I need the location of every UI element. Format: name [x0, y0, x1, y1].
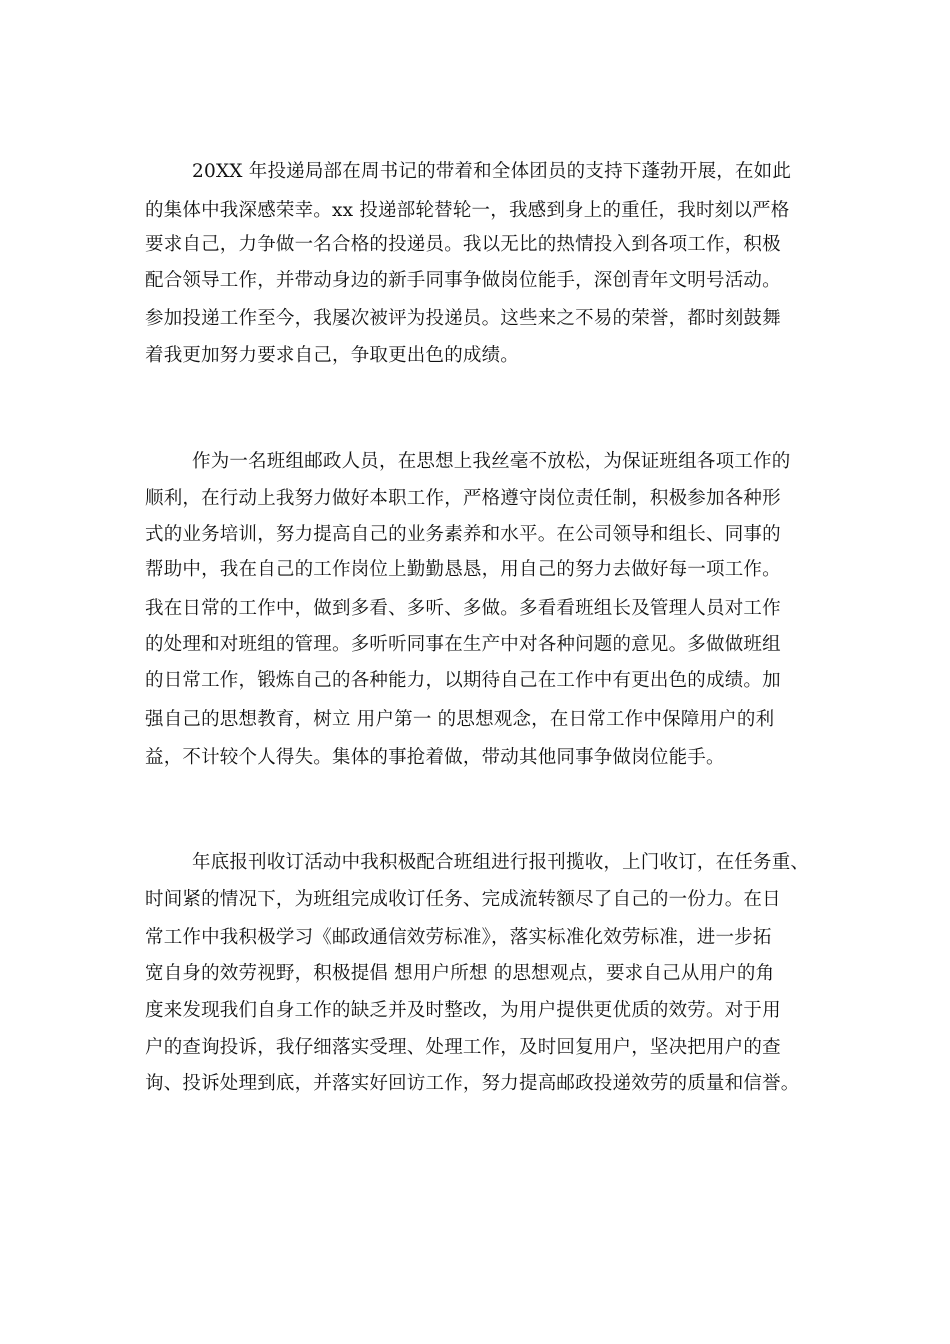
- text-line: 度来发现我们自身工作的缺乏并及时整改，为用户提供更优质的效劳。对于用: [145, 1000, 781, 1021]
- text-line: 的集体中我深感荣幸。xx 投递部轮替轮一，我感到身上的重任，我时刻以严格: [145, 200, 790, 221]
- text-line: 常工作中我积极学习《邮政通信效劳标准》，落实标准化效劳标准，进一步拓: [145, 927, 772, 948]
- text-line: 式的业务培训，努力提高自己的业务素养和水平。在公司领导和组长、同事的: [145, 524, 781, 545]
- text-line: 宽自身的效劳视野，积极提倡 想用户所想 的思想观点，要求自己从用户的角: [145, 963, 775, 984]
- text-line: 我在日常的工作中，做到多看、多听、多做。多看看班组长及管理人员对工作: [145, 598, 781, 619]
- text-line: 配合领导工作，并带动身边的新手同事争做岗位能手，深创青年文明号活动。: [145, 270, 781, 291]
- text-line: 参加投递工作至今，我屡次被评为投递员。这些来之不易的荣誉，都时刻鼓舞: [145, 308, 781, 329]
- text-line: 询、投诉处理到底，并落实好回访工作，努力提高邮政投递效劳的质量和信誉。: [145, 1073, 800, 1094]
- text-line: 帮助中，我在自己的工作岗位上勤勤恳恳，用自己的努力去做好每一项工作。: [145, 559, 781, 580]
- text-line: 着我更加努力要求自己，争取更出色的成绩。: [145, 345, 520, 366]
- text-line: 作为一名班组邮政人员，在思想上我丝毫不放松，为保证班组各项工作的: [192, 451, 791, 472]
- text-line: 时间紧的情况下，为班组完成收订任务、完成流转额尽了自己的一份力。在日: [145, 889, 781, 910]
- text-line: 的日常工作，锻炼自己的各种能力，以期待自己在工作中有更出色的成绩。加: [145, 670, 781, 691]
- text-line: 20XX 年投递局部在周书记的带着和全体团员的支持下蓬勃开展，在如此: [192, 161, 792, 182]
- text-line: 的处理和对班组的管理。多听听同事在生产中对各种问题的意见。多做做班组: [145, 634, 781, 655]
- text-line: 顺利，在行动上我努力做好本职工作，严格遵守岗位责任制，积极参加各种形: [145, 488, 781, 509]
- text-line: 户的查询投诉，我仔细落实受理、处理工作，及时回复用户，坚决把用户的查: [145, 1037, 781, 1058]
- text-line: 强自己的思想教育，树立 用户第一 的思想观念，在日常工作中保障用户的利: [145, 709, 775, 730]
- text-line: 要求自己，力争做一名合格的投递员。我以无比的热情投入到各项工作，积极: [145, 234, 781, 255]
- text-line: 年底报刊收订活动中我积极配合班组进行报刊揽收，上门收订，在任务重、: [192, 852, 810, 873]
- text-line: 益，不计较个人得失。集体的事抢着做，带动其他同事争做岗位能手。: [145, 747, 725, 768]
